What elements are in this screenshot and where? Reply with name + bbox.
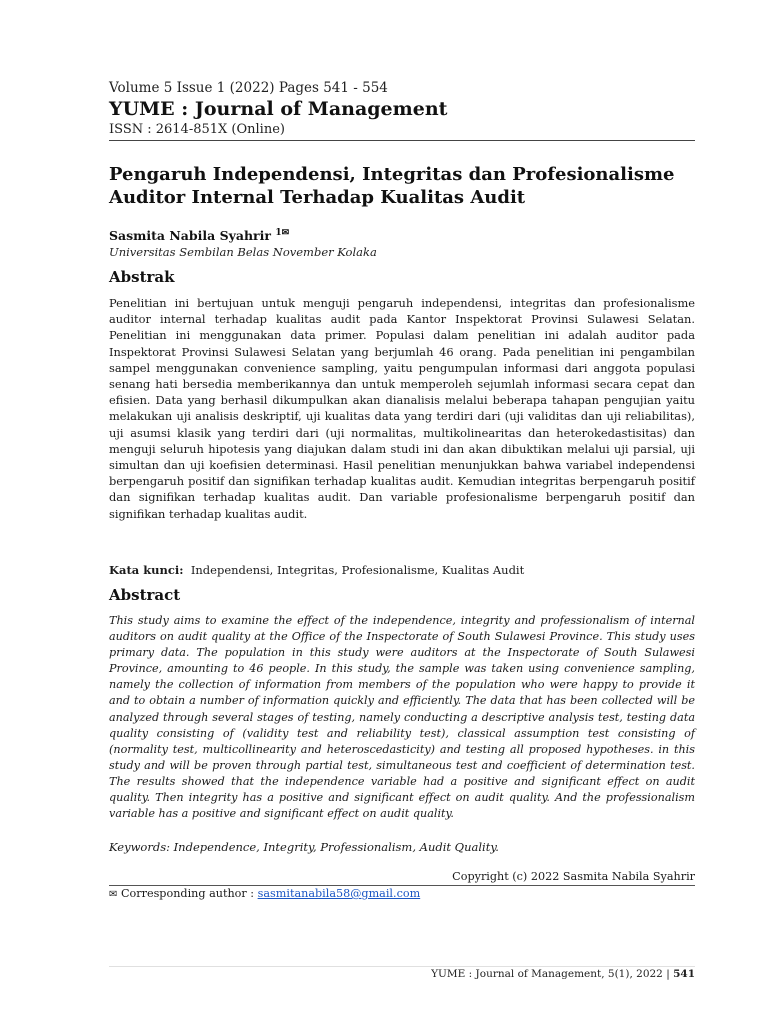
kata-kunci	[109, 563, 524, 577]
corresponding-author	[109, 887, 420, 900]
header-divider	[109, 140, 695, 141]
footnote-divider	[109, 885, 695, 886]
title-line-1: Pengaruh Independensi, Integritas dan Profesionalisme	[109, 164, 675, 185]
page-footer	[431, 968, 695, 980]
title-line-2: Auditor Internal Terhadap Kualitas Audit	[109, 187, 526, 208]
abstract-heading: Abstract	[109, 586, 181, 604]
abstract-body: This study aims to examine the effect of the independence, integrity and professionalism of internal auditors on audit quality at the Office of the Inspectorate of South Sulawesi Province. This study uses primary data. The population in this study were auditors at the Inspectorate of South Sulawesi Province, amounting to 46 people. In this study, the sample was taken using convenience sampling, namely the collection of information from members of the population who were happy to provide it and to obtain a number of information quickly and efficiently. The data that has been collected will be analyzed through several stages of testing, namely conducting a descriptive analysis test, testing data quality consisting of (validity test and reliability test), classical assumption test consisting of (normality test, multicollinearity and heteroscedasticity) and testing all proposed hypotheses. in this study and will be proven through partial test, simultaneous test and coefficient of determination test. The results showed that the independence variable had a positive and significant effect on audit quality. Then integrity has a positive and significant effect on audit quality. And the professionalism variable has a positive and significant effect on audit quality.	[109, 614, 695, 821]
keywords: Keywords: Independence, Integrity, Professionalism, Audit Quality.	[109, 840, 499, 854]
copyright: Copyright (c) 2022 Sasmita Nabila Syahrir	[452, 870, 695, 883]
envelope-icon: ✉	[109, 889, 118, 900]
volume-info: Volume 5 Issue 1 (2022) Pages 541 - 554	[109, 80, 388, 96]
abstrak-heading: Abstrak	[109, 268, 175, 286]
page-number: 541	[673, 968, 695, 980]
abstrak-body: Penelitian ini bertujuan untuk menguji pengaruh independensi, integritas dan profesionalisme auditor internal terhadap kualitas audit pada Kantor Inspektorat Provinsi Sulawesi Selatan. Penelitian ini menggunakan data primer. Populasi dalam penelitian ini adalah auditor pada Inspektorat Provinsi Sulawesi Selatan yang berjumlah 46 orang. Pada penelitian ini pengambilan sampel menggunakan convenience sampling, yaitu pengumpulan informasi dari anggota populasi senang hati bersedia memberikannya dan untuk memperoleh sejumlah informasi secara cepat dan efisien. Data yang berhasil dikumpulkan akan dianalisis melalui beberapa tahapan pengujian yaitu melakukan uji analisis deskriptif, uji kualitas data yang terdiri dari (uji validitas dan uji reliabilitas), uji asumsi klasik yang terdiri dari (uji normalitas, multikolinearitas dan heterokedastisitas) dan menguji seluruh hipotesis yang diajukan dalam studi ini dan akan dibuktikan melalui uji parsial, uji simultan dan uji koefisien determinasi. Hasil penelitian menunjukkan bahwa variabel independensi berpengaruh positif dan signifikan terhadap kualitas audit. Kemudian integritas berpengaruh positif dan signifikan terhadap kualitas audit. Dan variable profesionalisme berpengaruh positif dan signifikan terhadap kualitas audit.	[109, 296, 695, 521]
issn: ISSN : 2614-851X (Online)	[109, 122, 285, 137]
author-name: Sasmita Nabila Syahrir	[109, 228, 271, 244]
author-sup: 1✉	[275, 228, 290, 238]
kata-kunci-label: Kata kunci:	[109, 563, 184, 577]
article-title	[109, 163, 695, 209]
footer-divider	[109, 966, 695, 967]
footer-citation: YUME : Journal of Management, 5(1), 2022 |	[431, 968, 670, 980]
corresponding-label: Corresponding author :	[120, 887, 255, 900]
affiliation: Universitas Sembilan Belas November Kolaka	[109, 245, 377, 259]
email-link[interactable]: sasmitanabila58@gmail.com	[257, 887, 421, 900]
kata-kunci-values: Independensi, Integritas, Profesionalisme, Kualitas Audit	[190, 563, 525, 577]
author	[109, 228, 289, 243]
journal-name: YUME : Journal of Management	[109, 98, 448, 120]
